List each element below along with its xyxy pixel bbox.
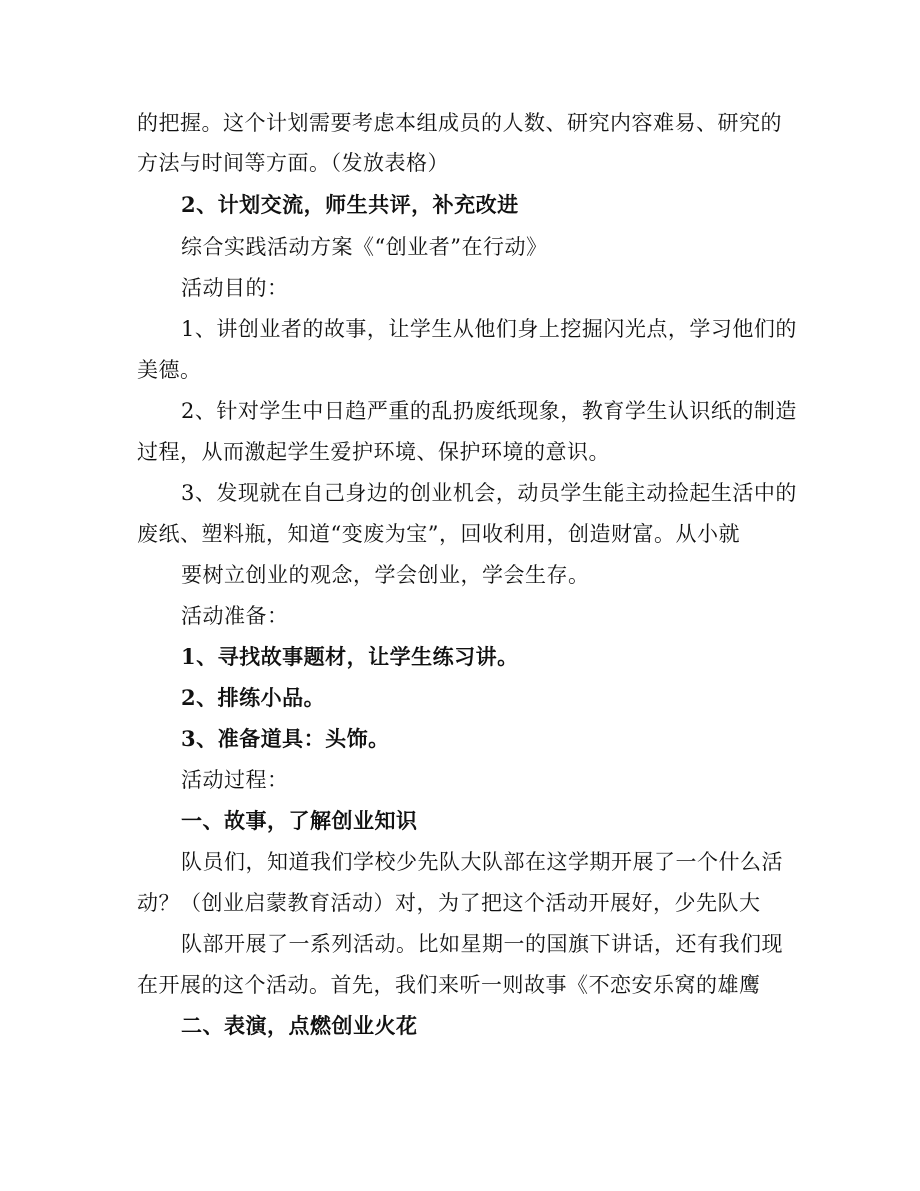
- plan-title: 综合实践活动方案《“创业者”在行动》: [181, 235, 548, 259]
- paragraph-line: 队部开展了一系列活动。比如星期一的国旗下讲话，还有我们现: [181, 932, 783, 956]
- paragraph-line: 1、讲创业者的故事，让学生从他们身上挖掘闪光点，学习他们的: [181, 317, 797, 341]
- paragraph-line: 要树立创业的观念，学会创业，学会生存。: [181, 563, 590, 587]
- prep-item: 3、准备道具：头饰。: [181, 726, 390, 751]
- paragraph-line: 队员们，知道我们学校少先队大队部在这学期开展了一个什么活: [181, 850, 783, 874]
- paragraph-line: 动？（创业启蒙教育活动）对，为了把这个活动开展好，少先队大: [137, 891, 761, 915]
- paragraph-line: 美德。: [137, 358, 202, 382]
- paragraph-line: 废纸、塑料瓶，知道“变废为宝”，回收利用，创造财富。从小就: [137, 522, 740, 546]
- prep-item: 1、寻找故事题材，让学生练习讲。: [181, 644, 519, 669]
- section-heading: 2、计划交流，师生共评，补充改进: [181, 192, 519, 217]
- paragraph-line: 方法与时间等方面。（发放表格）: [137, 151, 449, 175]
- goal-heading: 活动目的：: [181, 276, 289, 300]
- paragraph-line: 的把握。这个计划需要考虑本组成员的人数、研究内容难易、研究的: [137, 111, 782, 135]
- prep-item: 2、排练小品。: [181, 685, 326, 710]
- paragraph-line: 过程，从而激起学生爱护环境、保护环境的意识。: [137, 440, 610, 464]
- paragraph-line: 3、发现就在自己身边的创业机会，动员学生能主动捡起生活中的: [181, 481, 797, 505]
- paragraph-line: 2、针对学生中日趋严重的乱扔废纸现象，教育学生认识纸的制造: [181, 399, 797, 423]
- step-heading: 一、故事，了解创业知识: [181, 808, 418, 833]
- paragraph-line: 在开展的这个活动。首先，我们来听一则故事《不恋安乐窝的雄鹰: [137, 973, 761, 997]
- process-heading: 活动过程：: [181, 768, 289, 792]
- prep-heading: 活动准备：: [181, 604, 289, 628]
- step-heading: 二、表演，点燃创业火花: [181, 1013, 418, 1038]
